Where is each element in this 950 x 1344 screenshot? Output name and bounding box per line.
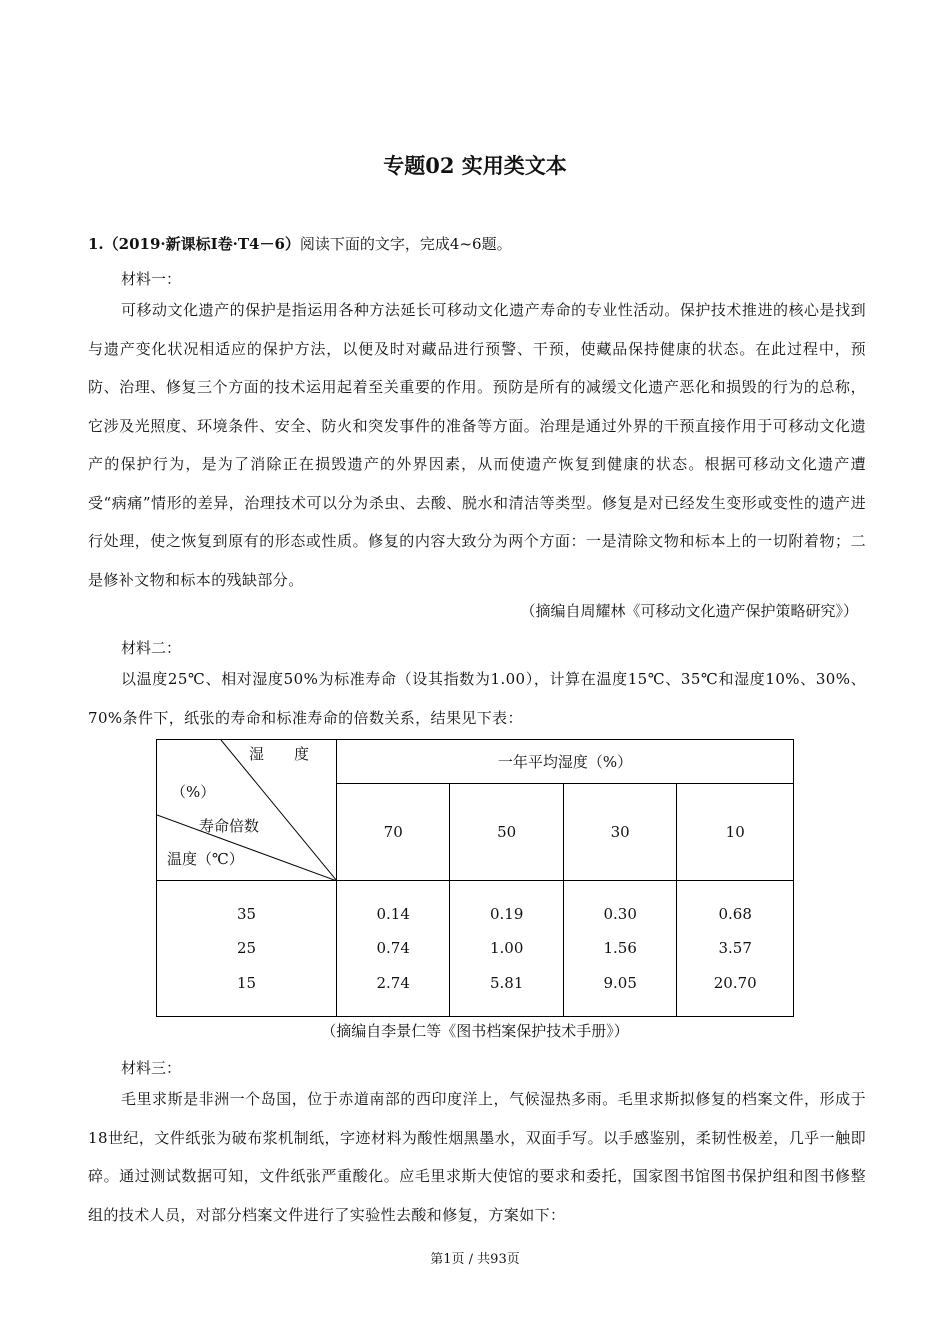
humidity-30-values: 0.30 1.56 9.05 <box>563 881 676 1017</box>
material3-label: 材料三： <box>121 1059 182 1077</box>
material2-source: （摘编自李景仁等《图书档案保护技术手册》） <box>321 1022 629 1040</box>
material1-label: 材料一： <box>121 270 182 288</box>
question-number: 1. <box>88 235 104 253</box>
material2-text: 以温度25℃、相对湿度50%为标准寿命（设其指数为1.00），计算在温度15℃、35℃和湿度10%、30%、70%条件下，纸张的寿命和标准寿命的倍数关系，结果见下表： <box>88 670 866 727</box>
table-group-header: 一年平均湿度（%） <box>336 740 793 784</box>
question-source: （2019·新课标Ⅰ卷·T4－6） <box>103 235 300 253</box>
humidity-70-values: 0.14 0.74 2.74 <box>336 881 449 1017</box>
material1-text: 可移动文化遗产的保护是指运用各种方法延长可移动文化遗产寿命的专业性活动。保护技术推进的核心是找到与遗产变化状况相适应的保护方法，以便及时对藏品进行预警、干预，使藏品保持健康的状态。在此过程中，预防、治理、修复三个方面的技术运用起着至关重要的作用。预防是所有的减缓文化遗产恶化和损毁的行为的总称，它涉及光照度、环境条件、安全、防火和突发事件的准备等方面。治理是通过外界的干预直接作用于可移动文化遗产的保护行为，是为了消除正在损毁遗产的外界因素，从而使遗产恢复到健康的状态。根据可移动文化遗产遭受“病痛”情形的差异，治理技术可以分为杀虫、去酸、脱水和清洁等类型。修复是对已经发生变形或变性的遗产进行处理，使之恢复到原有的形态或性质。修复的内容大致分为两个方面：一是清除文物和标本上的一切附着物；二是修补文物和标本的残缺部分。 <box>88 301 866 589</box>
paper-life-table <box>156 739 794 1017</box>
humidity-50-values: 0.19 1.00 5.81 <box>450 881 563 1017</box>
table-corner-cell <box>157 740 337 881</box>
humidity-col-header: 50 <box>450 784 563 881</box>
corner-humidity-label: 湿 度 <box>249 745 310 763</box>
material2-label: 材料二： <box>121 639 182 657</box>
page-footer: 第1页 / 共93页 <box>430 1252 520 1267</box>
humidity-col-header: 10 <box>677 784 794 881</box>
page-title: 专题02 实用类文本 <box>383 153 567 178</box>
material3-text: 毛里求斯是非洲一个岛国，位于赤道南部的西印度洋上，气候湿热多雨。毛里求斯拟修复的档案文件，形成于18世纪，文件纸张为破布浆机制纸，字迹材料为酸性烟黑墨水，双面手写。以手感鉴别，柔韧性极差，几乎一触即碎。通过测试数据可知，文件纸张严重酸化。应毛里求斯大使馆的要求和委托，国家图书馆图书保护组和图书修整组的技术人员，对部分档案文件进行了实验性去酸和修复，方案如下： <box>88 1090 866 1224</box>
material1-source: （摘编自周耀林《可移动文化遗产保护策略研究》） <box>520 602 858 620</box>
humidity-col-header: 70 <box>336 784 449 881</box>
corner-temperature-label: 温度（℃） <box>167 850 244 868</box>
humidity-col-header: 30 <box>563 784 676 881</box>
humidity-10-values: 0.68 3.57 20.70 <box>677 881 794 1017</box>
corner-humidity-unit: （%） <box>171 783 216 801</box>
question-instruction: 阅读下面的文字，完成4~6题。 <box>299 235 512 253</box>
temperature-values: 35 25 15 <box>157 881 337 1017</box>
question-header <box>88 233 512 254</box>
corner-life-label: 寿命倍数 <box>199 817 260 835</box>
